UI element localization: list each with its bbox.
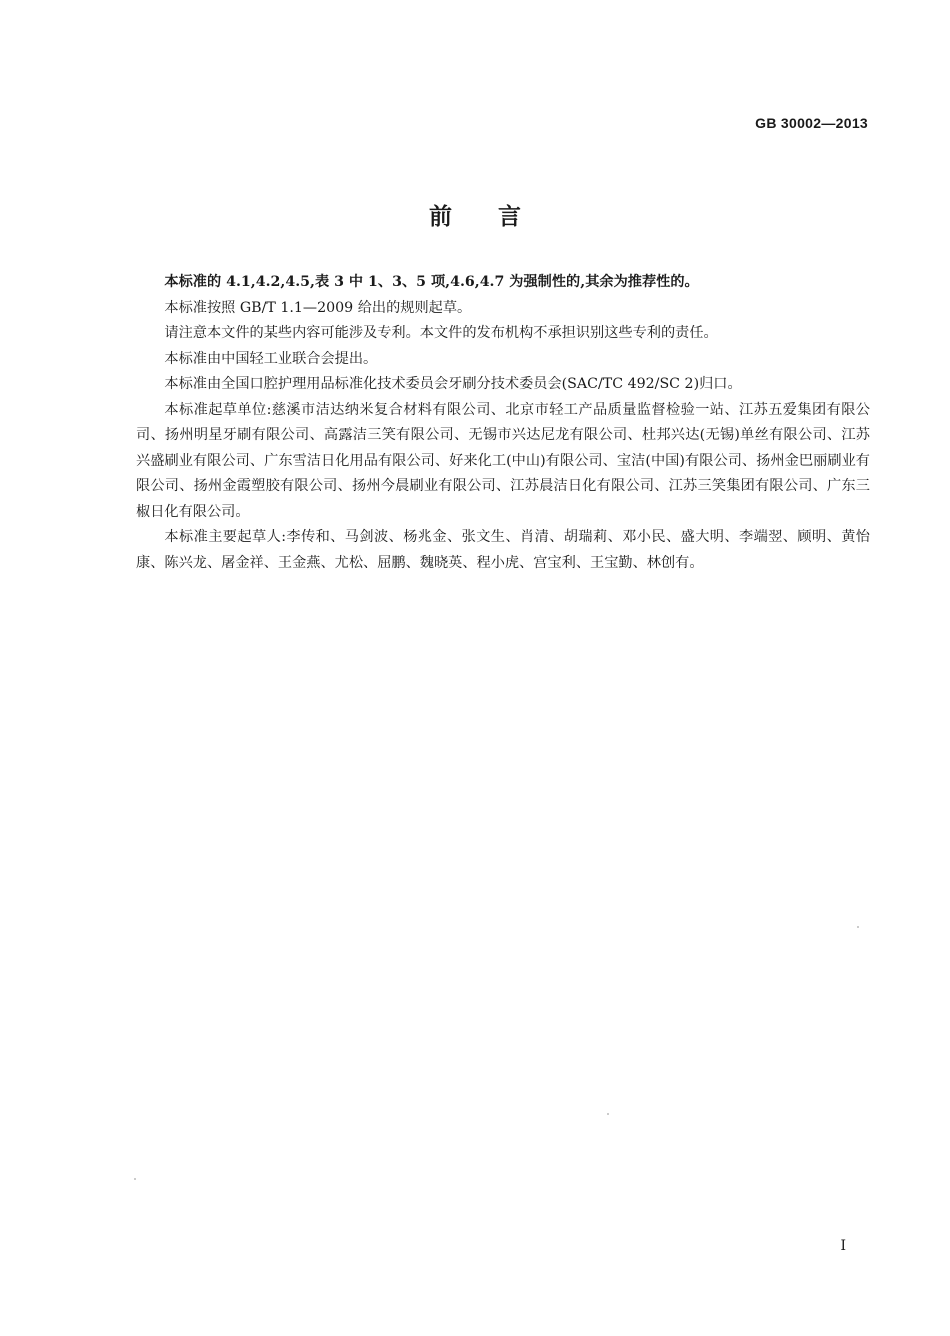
- paragraph-patent-notice: 请注意本文件的某些内容可能涉及专利。本文件的发布机构不承担识别这些专利的责任。: [164, 325, 718, 341]
- scan-speck: [607, 1113, 609, 1115]
- paragraph-drafting-rules: 本标准按照 GB/T 1.1—2009 给出的规则起草。: [164, 299, 472, 316]
- paragraph-drafting-units: 本标准起草单位:慈溪市洁达纳米复合材料有限公司、北京市轻工产品质量监督检验一站、江苏五爱集团有限公司、扬州明星牙刷有限公司、高露洁三笑有限公司、无锡市兴达尼龙有限公司、杜邦兴达(无锡)单丝有限公司、江苏兴盛刷业有限公司、广东雪洁日化用品有限公司、好来化工(中山)有限公司、宝洁(中国)有限公司、扬州金巴丽刷业有限公司、扬州金霞塑胶有限公司、扬州今晨刷业有限公司、江苏晨洁日化有限公司、江苏三笑集团有限公司、广东三椒日化有限公司。: [136, 401, 870, 520]
- paragraph-mandatory-clauses: 本标准的 4.1,4.2,4.5,表 3 中 1、3、5 项,4.6,4.7 为强制性的,其余为推荐性的。: [164, 274, 699, 290]
- page-title: 前言: [429, 204, 567, 230]
- page-number: I: [840, 1238, 846, 1254]
- scan-speck: [857, 926, 859, 928]
- paragraph-technical-committee: 本标准由全国口腔护理用品标准化技术委员会牙刷分技术委员会(SAC/TC 492/SC 2)归口。: [164, 376, 742, 392]
- standard-number: GB 30002—2013: [755, 115, 868, 131]
- scan-speck: [134, 1178, 136, 1180]
- paragraph-proposer: 本标准由中国轻工业联合会提出。: [164, 350, 378, 367]
- paragraph-drafters: 本标准主要起草人:李传和、马剑波、杨兆金、张文生、肖清、胡瑞莉、邓小民、盛大明、李端翌、顾明、黄怡康、陈兴龙、屠金祥、王金燕、尤松、屈鹏、魏晓英、程小虎、宫宝利、王宝勤、林创有。: [136, 529, 870, 571]
- foreword-body: [136, 270, 870, 576]
